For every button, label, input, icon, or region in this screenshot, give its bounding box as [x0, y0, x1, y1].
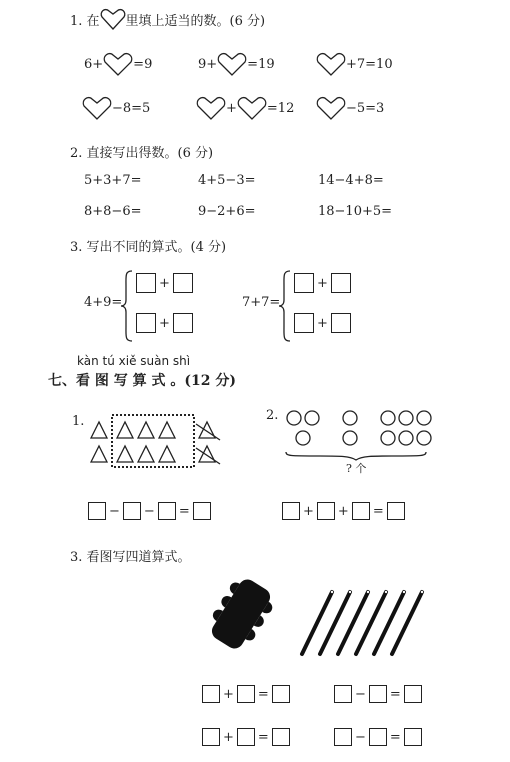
- q3-left-eq-1: +: [136, 273, 193, 293]
- q1-item-2: 9+ =19: [198, 52, 275, 76]
- p3-equation-4: − =: [334, 728, 422, 746]
- heart-blank-icon[interactable]: [316, 96, 346, 120]
- section-pinyin: kàn tú xiě suàn shì: [77, 354, 191, 368]
- p3-equation-2: − =: [334, 685, 422, 703]
- answer-box[interactable]: [282, 502, 300, 520]
- heart-blank-icon[interactable]: [196, 96, 226, 120]
- q3-title: 3. 写出不同的算式。(4 分): [70, 240, 227, 255]
- answer-box[interactable]: [331, 273, 351, 293]
- q1-item-6: −5=3: [316, 96, 384, 120]
- heart-blank-icon[interactable]: [103, 52, 133, 76]
- p3-equation-3: + =: [202, 728, 290, 746]
- answer-box[interactable]: [331, 313, 351, 333]
- answer-box[interactable]: [334, 685, 352, 703]
- answer-box[interactable]: [193, 502, 211, 520]
- answer-box[interactable]: [136, 273, 156, 293]
- q1-item-4: −8=5: [82, 96, 150, 120]
- q2-item-1: 5+3+7=: [84, 173, 142, 188]
- q2-item-6: 18−10+5=: [318, 204, 393, 219]
- answer-box[interactable]: [387, 502, 405, 520]
- section-title: 七、看 图 写 算 式 。(12 分): [48, 373, 236, 389]
- q3-left-eq-2: +: [136, 313, 193, 333]
- answer-box[interactable]: [173, 273, 193, 293]
- q1-item-3: +7=10: [316, 52, 393, 76]
- q1-title: 1. 在 里填上适当的数。(6 分): [70, 8, 265, 30]
- answer-box[interactable]: [272, 685, 290, 703]
- heart-blank-icon[interactable]: [217, 52, 247, 76]
- heart-blank-icon[interactable]: [316, 52, 346, 76]
- q1-item-1: 6+ =9: [84, 52, 152, 76]
- answer-box[interactable]: [317, 502, 335, 520]
- p2-equation: + + =: [282, 502, 405, 520]
- answer-box[interactable]: [404, 728, 422, 746]
- p3-equation-1: + =: [202, 685, 290, 703]
- answer-box[interactable]: [334, 728, 352, 746]
- answer-box[interactable]: [272, 728, 290, 746]
- answer-box[interactable]: [237, 685, 255, 703]
- q2-title: 2. 直接写出得数。(6 分): [70, 146, 214, 161]
- triangles-figure: [88, 412, 228, 472]
- answer-box[interactable]: [158, 502, 176, 520]
- answer-box[interactable]: [123, 502, 141, 520]
- loose-sticks-icon: [296, 584, 446, 664]
- circles-figure: [280, 406, 440, 458]
- left-brace: [120, 270, 134, 342]
- p2-number: 2.: [266, 408, 279, 423]
- q2-item-2: 4+5−3=: [198, 173, 256, 188]
- answer-box[interactable]: [88, 502, 106, 520]
- q2-item-3: 14−4+8=: [318, 173, 384, 188]
- p1-number: 1.: [72, 414, 85, 429]
- answer-box[interactable]: [237, 728, 255, 746]
- q3-right-expr: 7+7=: [242, 295, 281, 310]
- q1-item-5: + =12: [196, 96, 294, 120]
- answer-box[interactable]: [202, 685, 220, 703]
- answer-box[interactable]: [294, 313, 314, 333]
- answer-box[interactable]: [404, 685, 422, 703]
- answer-box[interactable]: [294, 273, 314, 293]
- answer-box[interactable]: [173, 313, 193, 333]
- q3-right-eq-1: +: [294, 273, 351, 293]
- q2-item-4: 8+8−6=: [84, 204, 142, 219]
- p3-title: 3. 看图写四道算式。: [70, 550, 191, 565]
- answer-box[interactable]: [369, 728, 387, 746]
- p2-brace-label: ? 个: [346, 462, 367, 475]
- heart-blank-icon[interactable]: [237, 96, 267, 120]
- answer-box[interactable]: [369, 685, 387, 703]
- right-brace: [278, 270, 292, 342]
- q3-right-eq-2: +: [294, 313, 351, 333]
- answer-box[interactable]: [136, 313, 156, 333]
- heart-icon: [100, 8, 126, 30]
- q3-left-expr: 4+9=: [84, 295, 123, 310]
- q2-item-5: 9−2+6=: [198, 204, 256, 219]
- bundle-of-sticks-icon: [206, 576, 276, 652]
- answer-box[interactable]: [352, 502, 370, 520]
- p1-equation: − − =: [88, 502, 211, 520]
- answer-box[interactable]: [202, 728, 220, 746]
- heart-blank-icon[interactable]: [82, 96, 112, 120]
